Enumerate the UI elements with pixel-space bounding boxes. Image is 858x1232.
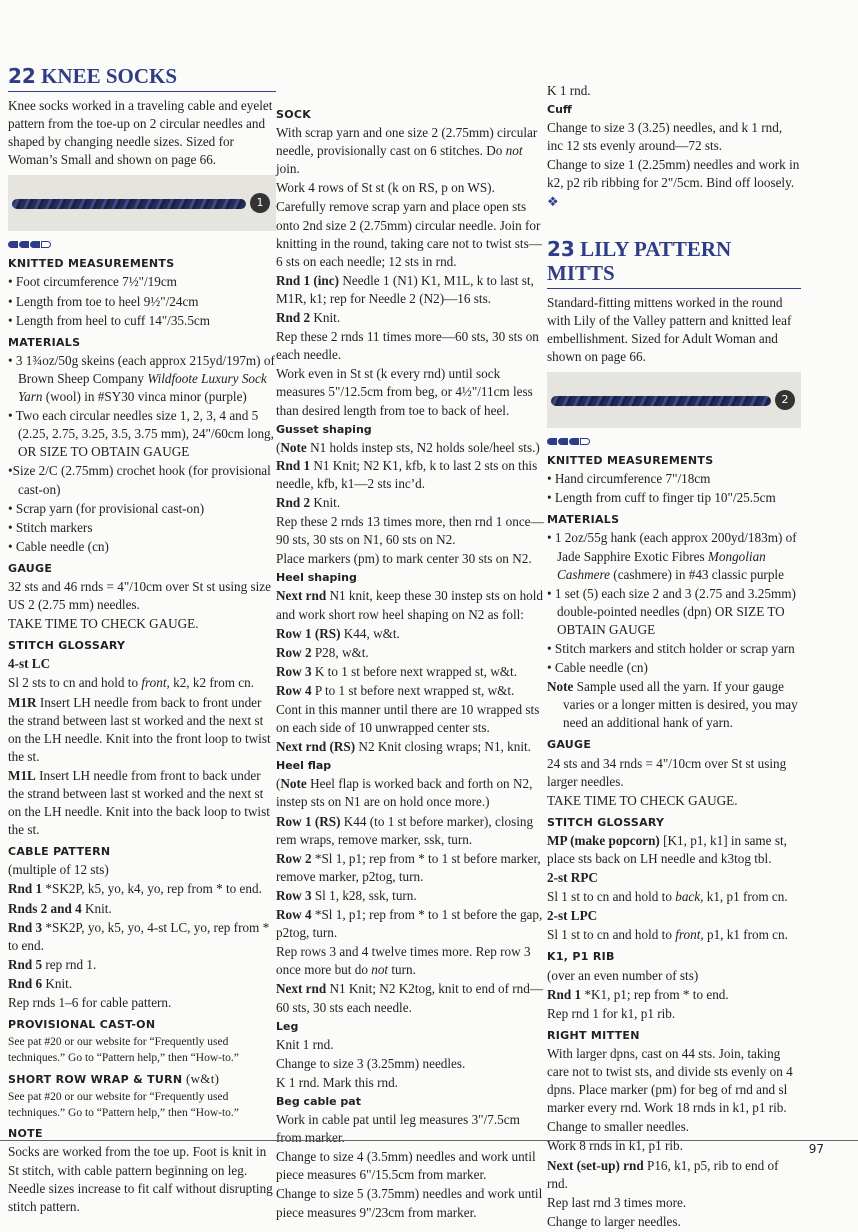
measurement-item: • Length from heel to cuff 14"/35.5cm bbox=[8, 312, 211, 328]
flap-text: Next rnd N1 Knit; N2 K2tog, knit to end of rnd—60 sts, 30 sts each needle. bbox=[276, 981, 544, 1015]
heel-text: Next rnd (RS) N2 Knit closing wraps; N1, knit. bbox=[276, 739, 531, 755]
gauge-text: 24 sts and 34 rnds = 4"/10cm over St st using larger needles. bbox=[547, 755, 787, 789]
yarn-strand-image bbox=[12, 199, 246, 209]
sock-text: Rnd 2 Knit. bbox=[276, 310, 341, 326]
material-item: • 1 set (5) each size 2 and 3 (2.75 and 3.25mm) double-pointed needles (dpn) OR SIZE TO OBTAIN GAUGE bbox=[547, 585, 796, 637]
material-item: • 1 2oz/55g hank (each approx 200yd/183m) of Jade Sapphire Exotic Fibres Mongolian Cashmere (cashmere) in #43 classic purple bbox=[547, 530, 797, 582]
yarn-swatch-1 bbox=[8, 175, 276, 231]
sock-text: Rnd 1 (inc) Needle 1 (N1) K1, M1L, k to last st, M1R, k1; rep for Needle 2 (N2)—16 sts. bbox=[276, 272, 534, 306]
yarn-swatch-2 bbox=[547, 372, 801, 428]
cable-row: Rnd 3 *SK2P, yo, k5, yo, 4-st LC, yo, rep from * to end. bbox=[8, 919, 270, 953]
swatch-badge: 1 bbox=[250, 193, 270, 213]
column-1 bbox=[8, 64, 276, 1217]
footer-rule bbox=[0, 1140, 858, 1141]
section-heading: STITCH GLOSSARY bbox=[547, 815, 665, 829]
sub-heading: Beg cable pat bbox=[276, 1094, 361, 1108]
section-heading: K1, P1 RIB bbox=[547, 950, 615, 964]
sock-text: Work 4 rows of St st (k on RS, p on WS). bbox=[276, 180, 495, 196]
material-item: • Cable needle (cn) bbox=[8, 538, 109, 554]
sub-heading: Heel shaping bbox=[276, 571, 357, 585]
leg-text: Change to size 3 (3.25mm) needles. bbox=[276, 1055, 466, 1071]
cable-row: Rnd 5 rep rnd 1. bbox=[8, 956, 97, 972]
glossary-term: 2-st RPC bbox=[547, 870, 598, 886]
pattern-number: 23 bbox=[547, 236, 575, 261]
glossary-text: Sl 2 sts to cn and hold to front, k2, k2 from cn. bbox=[8, 675, 255, 691]
gusset-text: (Note N1 holds instep sts, N2 holds sole/heel sts.) Rnd 1 N1 Knit; N2 K1, kfb, k to last 2 sts on this needle, kfb, k1—2 sts inc’d. bbox=[276, 439, 540, 491]
flap-row: Row 1 (RS) K44 (to 1 st before marker), closing rem wraps, remove marker, ssk, turn. bbox=[276, 813, 534, 847]
section-heading: GAUGE bbox=[547, 738, 592, 752]
flap-row: Row 4 *Sl 1, p1; rep from * to 1 st before the gap, p2tog, turn. bbox=[276, 907, 543, 941]
gauge-text: 32 sts and 46 rnds = 4"/10cm over St st using size US 2 (2.75 mm) needles. bbox=[8, 578, 272, 613]
sub-heading: Cuff bbox=[547, 103, 572, 117]
technique-ref: See pat #20 or our website for “Frequently used techniques.” Go to “Pattern help,” then “How-to.” bbox=[8, 1091, 239, 1120]
section-heading: MATERIALS bbox=[8, 335, 81, 349]
measurement-item: • Length from cuff to finger tip 10"/25.5cm bbox=[547, 490, 776, 506]
measurement-item: • Length from toe to heel 9½"/24cm bbox=[8, 293, 199, 309]
skill-level-icon bbox=[547, 436, 801, 446]
technique-ref: See pat #20 or our website for “Frequently used techniques.” Go to “Pattern help,” then “How-to.” bbox=[8, 1036, 239, 1065]
pattern-22-intro: Knee socks worked in a traveling cable and eyelet pattern from the toe-up on 2 circular needles and shaped by changing needle sizes. Sized for Woman’s Small and shown on page 66. bbox=[8, 98, 273, 168]
material-item: • Scrap yarn (for provisional cast-on) bbox=[8, 500, 205, 516]
section-heading: RIGHT MITTEN bbox=[547, 1028, 640, 1042]
heel-text: Cont in this manner until there are 10 wrapped sts on each side of 10 unwrapped center sts. bbox=[276, 702, 540, 736]
section-heading: CABLE PATTERN bbox=[8, 845, 111, 859]
section-heading: STITCH GLOSSARY bbox=[8, 639, 126, 653]
mitten-text: Change to smaller needles. bbox=[547, 1119, 690, 1135]
cable-multiple: (multiple of 12 sts) bbox=[8, 862, 109, 878]
mitten-text: With larger dpns, cast on 44 sts. Join, taking care not to twist sts, and divide sts evenly on 4 dpns. Place marker (pm) for beg of rnd and sl marker every rnd. Work 18 rnds in k1, p1 rib. bbox=[547, 1045, 793, 1116]
rib-text: Rep rnd 1 for k1, p1 rib. bbox=[547, 1005, 676, 1021]
yarn-strand-image bbox=[551, 396, 771, 406]
rib-text: Rnd 1 *K1, p1; rep from * to end. bbox=[547, 986, 729, 1002]
cable-row: Rnd 1 *SK2P, k5, yo, k4, yo, rep from * to end. bbox=[8, 881, 262, 897]
sock-text: Work even in St st (k every rnd) until sock measures 5"/12.5cm from beg, or 4½"/11cm less than desired length from toe to back of heel. bbox=[276, 366, 533, 418]
heel-row: Row 2 P28, w&t. bbox=[276, 644, 369, 660]
heel-text: Next rnd N1 knit, keep these 30 instep sts on hold and work short row heel shaping on N2 as foll: bbox=[276, 588, 544, 622]
cable-text: Work in cable pat until leg measures 3"/7.5cm from marker. bbox=[276, 1112, 520, 1146]
gusset-text: Rnd 2 Knit. bbox=[276, 494, 341, 510]
section-heading: SOCK bbox=[276, 108, 312, 121]
swatch-badge: 2 bbox=[775, 390, 795, 410]
rib-text: (over an even number of sts) bbox=[547, 967, 699, 983]
gauge-check: TAKE TIME TO CHECK GAUGE. bbox=[547, 792, 738, 808]
column-2 bbox=[276, 0, 544, 1222]
material-item: • Stitch markers bbox=[8, 519, 93, 535]
section-heading: MATERIALS bbox=[547, 513, 620, 527]
skill-level-icon bbox=[8, 239, 276, 249]
gauge-check: TAKE TIME TO CHECK GAUGE. bbox=[8, 616, 199, 632]
heel-row: Row 1 (RS) K44, w&t. bbox=[276, 625, 400, 641]
sub-heading: Heel flap bbox=[276, 759, 332, 773]
glossary-term: 2-st LPC bbox=[547, 908, 598, 924]
gusset-text: Place markers (pm) to mark center 30 sts on N2. bbox=[276, 551, 532, 567]
end-mark-icon: ❖ bbox=[547, 193, 559, 209]
mitten-text: Change to larger needles. bbox=[547, 1213, 681, 1229]
sock-text: Carefully remove scrap yarn and place open sts onto 2nd size 2 (2.75mm) circular needle. Join for knitting in the round, taking care not to twist sts—6 sts on each needle; 12 sts in rnd. bbox=[276, 199, 542, 269]
flap-text: Rep rows 3 and 4 twelve times more. Rep row 3 once more but do not turn. bbox=[276, 944, 531, 978]
material-item: •Size 2/C (2.75mm) crochet hook (for provisional cast-on) bbox=[8, 463, 271, 497]
heel-row: Row 4 P to 1 st before next wrapped st, w&t. bbox=[276, 682, 515, 698]
section-heading: NOTE bbox=[8, 1127, 43, 1141]
glossary-text: Sl 1 st to cn and hold to back, k1, p1 from cn. bbox=[547, 889, 788, 905]
material-item: • Cable needle (cn) bbox=[547, 660, 648, 676]
section-heading: SHORT ROW WRAP & TURN (w&t) bbox=[8, 1071, 220, 1087]
pattern-23-intro: Standard-fitting mittens worked in the round with Lily of the Valley pattern and knitted leaf embellishment. Sized for Adult Woman and shown on page 66. bbox=[547, 294, 792, 364]
leg-text: K 1 rnd. Mark this rnd. bbox=[276, 1074, 398, 1090]
material-item: • Two each circular needles size 1, 2, 3, 4 and 5 (2.25, 2.75, 3.25, 3.5, 3.75 mm), 24"/60cm long, OR SIZE TO OBTAIN GAUGE bbox=[8, 408, 274, 460]
heel-row: Row 3 K to 1 st before next wrapped st, w&t. bbox=[276, 663, 518, 679]
column-3 bbox=[547, 64, 801, 1232]
pattern-number: 22 bbox=[8, 64, 36, 88]
note-text: Note Sample used all the yarn. If your gauge varies or a longer mitten is desired, you may need an additional hank of yarn. bbox=[547, 679, 798, 731]
pattern-23-title bbox=[547, 237, 801, 289]
cuff-text: Change to size 1 (2.25mm) needles and work in k2, p2 rib ribbing for 2"/5cm. Bind off loosely. ❖ bbox=[547, 157, 800, 209]
leg-text: Knit 1 rnd. bbox=[276, 1036, 334, 1052]
sock-text: Rep these 2 rnds 11 times more—60 sts, 30 sts on each needle. bbox=[276, 329, 539, 363]
flap-row: Row 2 *Sl 1, p1; rep from * to 1 st before marker, remove marker, p2tog, turn. bbox=[276, 850, 541, 884]
sub-heading: Gusset shaping bbox=[276, 422, 372, 436]
section-heading: GAUGE bbox=[8, 561, 53, 575]
sub-heading: Leg bbox=[276, 1019, 299, 1033]
glossary-entry: M1L Insert LH needle from front to back under the strand between last st worked and the next st on the LH needle. Knit into the back loop to twist the st. bbox=[8, 767, 270, 838]
cable-row: Rnd 6 Knit. bbox=[8, 975, 73, 991]
note-text: Socks are worked from the toe up. Foot is knit in St stitch, with cable pattern beginning on leg. Needle sizes increase to fit calf without disrupting stitch pattern. bbox=[8, 1144, 273, 1214]
measurement-item: • Foot circumference 7½"/19cm bbox=[8, 274, 177, 290]
glossary-entry: M1R Insert LH needle from back to front under the strand between last st worked and the next st on the LH needle. Knit into the front loop to twist the st. bbox=[8, 694, 271, 764]
glossary-text: Sl 1 st to cn and hold to front, p1, k1 from cn. bbox=[547, 927, 788, 943]
cable-row: Rnds 2 and 4 Knit. bbox=[8, 900, 112, 916]
cable-repeat: Rep rnds 1–6 for cable pattern. bbox=[8, 995, 172, 1011]
sock-text: With scrap yarn and one size 2 (2.75mm) circular needle, provisionally cast on 6 stitches. Do not join. bbox=[276, 125, 538, 177]
flap-row: Row 3 Sl 1, k28, ssk, turn. bbox=[276, 887, 417, 903]
mitten-text: Work 8 rnds in k1, p1 rib. bbox=[547, 1138, 683, 1154]
section-heading: KNITTED MEASUREMENTS bbox=[547, 454, 714, 468]
section-heading: PROVISIONAL CAST-ON bbox=[8, 1018, 156, 1032]
cable-text: Change to size 4 (3.5mm) needles and work until piece measures 6"/15.5cm from marker. bbox=[276, 1149, 536, 1183]
mitten-text: Next (set-up) rnd P16, k1, p5, rib to end of rnd. bbox=[547, 1157, 779, 1191]
cuff-text: Change to size 3 (3.25) needles, and k 1 rnd, inc 12 sts evenly around—72 sts. bbox=[547, 120, 783, 154]
pattern-22-title bbox=[8, 64, 276, 92]
cable-text: K 1 rnd. bbox=[547, 83, 591, 98]
flap-text: (Note Heel flap is worked back and forth on N2, instep sts on N1 are on hold once more.) bbox=[276, 776, 533, 810]
cable-text: Change to size 5 (3.75mm) needles and work until piece measures 9"/23cm from marker. bbox=[276, 1186, 543, 1220]
glossary-entry: MP (make popcorn) [K1, p1, k1] in same st, place sts back on LH needle and k3tog tbl. bbox=[547, 832, 787, 866]
material-item: • 3 1¾oz/50g skeins (each approx 215yd/197m) of Brown Sheep Company Wildfoote Luxury Sock Yarn (wool) in #SY30 vinca minor (purple) bbox=[8, 352, 275, 405]
pattern-name: KNEE SOCKS bbox=[41, 64, 178, 88]
page-number: 97 bbox=[808, 1142, 824, 1156]
mitten-text: Rep last rnd 3 times more. bbox=[547, 1194, 687, 1210]
gusset-text: Rep these 2 rnds 13 times more, then rnd 1 once—90 sts, 30 sts on N1, 60 sts on N2. bbox=[276, 514, 544, 548]
section-heading: KNITTED MEASUREMENTS bbox=[8, 257, 175, 271]
material-item: • Stitch markers and stitch holder or scrap yarn bbox=[547, 640, 795, 656]
pattern-name: LILY PATTERN MITTS bbox=[547, 236, 732, 285]
glossary-term: 4-st LC bbox=[8, 656, 51, 672]
measurement-item: • Hand circumference 7"/18cm bbox=[547, 471, 711, 487]
